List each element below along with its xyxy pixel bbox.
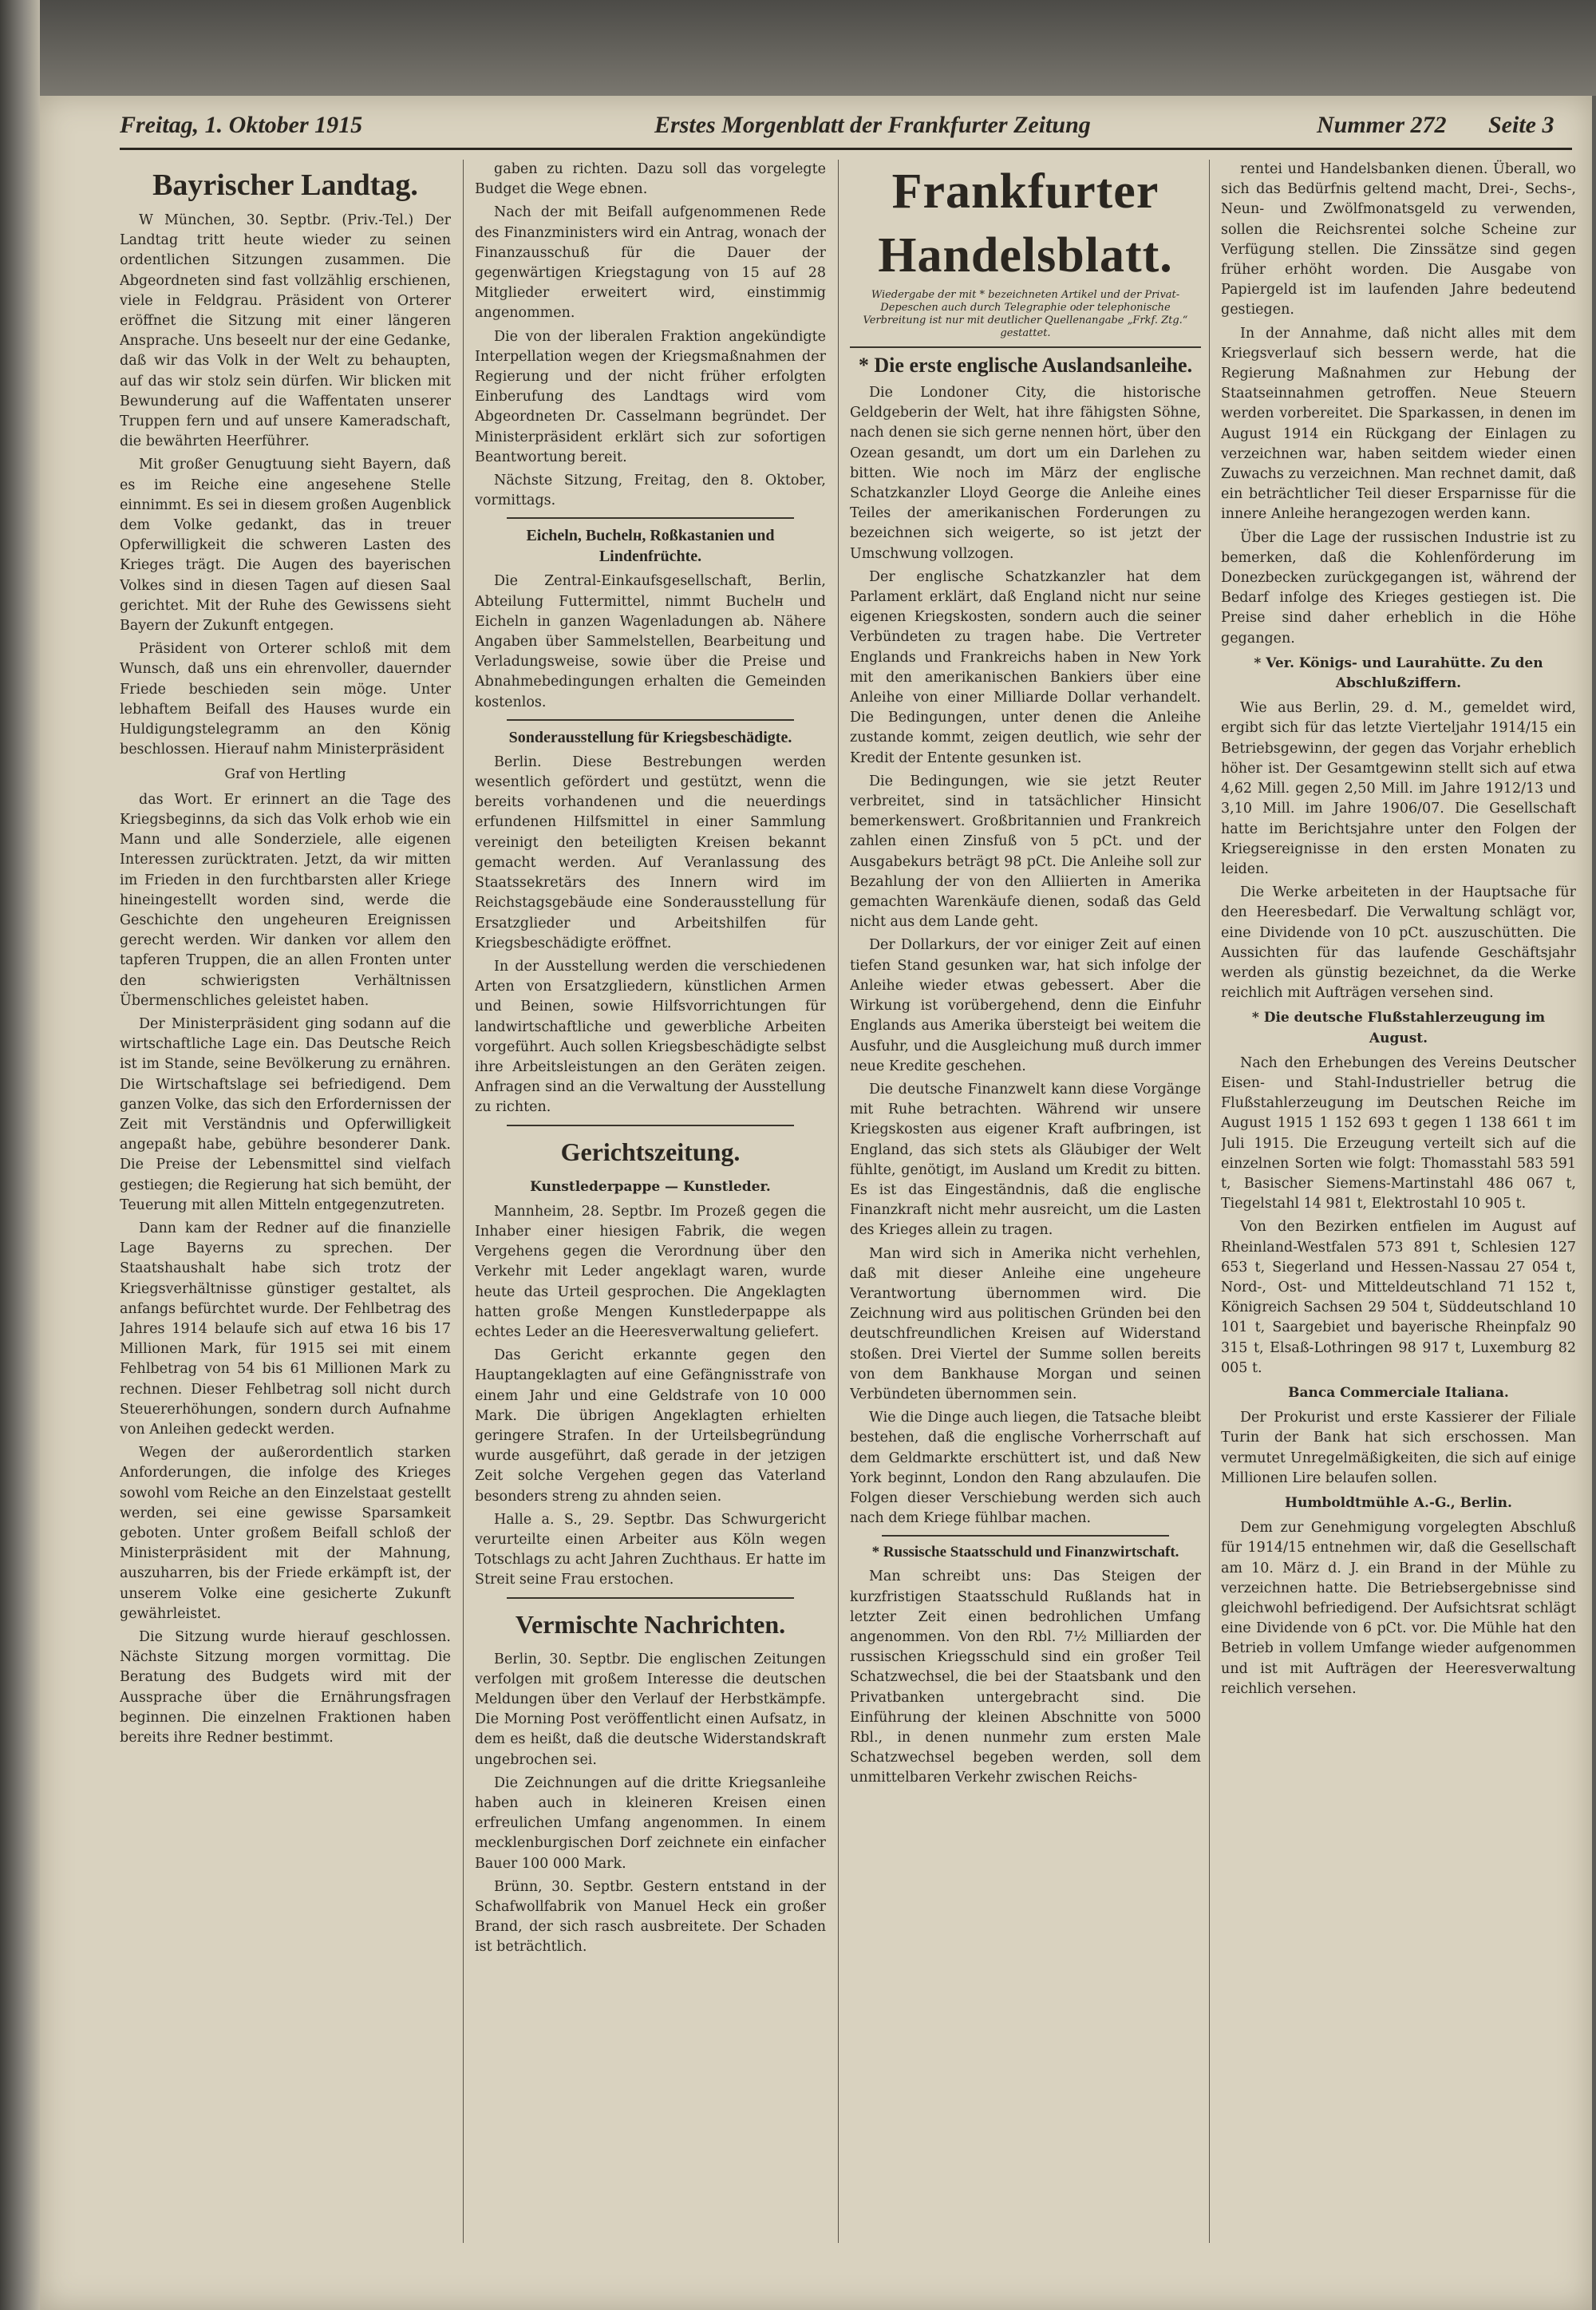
paragraph: Die von der liberalen Fraktion angekündigte Interpellation wegen der Kriegsmaßnahmen der Regierung und der nicht früher erfolgten Einberufung des Landtags wird vom Abgeordneten Dr. Casselmann begründet. Der Ministerpräsident erklärt sich zur sofortigen Beantwortung bereit. (475, 328, 826, 465)
subhead-humboldtmuehle: Humboldtmühle A.-G., Berlin. (1285, 1495, 1512, 1511)
subhead-russische-staatsschuld: * Russische Staatsschuld und Finanzwirtschaft. (871, 1544, 1179, 1561)
column-3 (850, 160, 1201, 2235)
paragraph: Nach den Erhebungen des Vereins Deutscher Eisen- und Stahl-Industrieller betrug die Flußstahlerzeugung im Deutschen Reiche im August 1915 1 152 693 t gegen 1 138 661 t im Juli 1915. Die Erzeugung verteilt sich auf die einzelnen Sorten wie folgt: Thomasstahl 583 591 t, Basischer Siemens-Martinstahl 486 067 t, Tiegelstahl 14 981 t, Elektrostahl 10 905 t. (1221, 1054, 1576, 1212)
column-rule (463, 160, 464, 2243)
paragraph: Der Dollarkurs, der vor einiger Zeit auf einen tiefen Stand gesunken war, hat sich infolge der Anleihe wieder etwas gebessert. Aber die Wirkung ist vorübergehend, denn die Einfuhr Englands aus Amerika übersteigt bei weitem die Ausfuhr, und die Ausgleichung muß durch immer neue Kredite geschehen. (850, 937, 1201, 1074)
paragraph: Die Werke arbeiteten in der Hauptsache für den Heeresbedarf. Die Verwaltung schlägt vor, eine Dividende von 10 pCt. auszuschütten. Die Aussichten für das laufende Geschäftsjahr werden als günstig bezeichnet, da die Werke reichlich mit Aufträgen versehen sind. (1221, 884, 1576, 1002)
paragraph: Berlin. Diese Bestrebungen werden wesentlich gefördert und gestützt, wenn die bereits vorhandenen und die neuerdings erfundenen Hilfsmittel in einer Sammlung vereinigt den beteiligten Kreisen bekannt gemacht werden. Auf Veranlassung des Staatssekretärs des Innern wird im Reichstagsgebäude eine Sonderausstellung für Ersatzglieder und Arbeitshilfen für Kriegsbeschädigte eröffnet. (475, 754, 826, 951)
paragraph: Die Bedingungen, wie sie jetzt Reuter verbreitet, sind in tatsächlicher Hinsicht bemerkenswert. Großbritannien und Frankreich zahlen einen Zinsfuß von 5 pCt. und der Ausgabekurs beträgt 98 pCt. Die Anleihe soll zur Bezahlung der von den Alliierten in Amerika gemachten Warenkäufe dienen, sodaß das Geld nicht aus dem Lande geht. (850, 773, 1201, 931)
handelsblatt-masthead: Frankfurter Handelsblatt. (878, 164, 1173, 283)
section-title-vermischte: Vermischte Nachrichten. (515, 1609, 786, 1639)
subhead-sonderausstellung: Sonderausstellung für Kriegsbeschädigte. (508, 728, 792, 746)
paragraph: In der Ausstellung werden die verschiedenen Arten von Ersatzgliedern, künstlichen Armen und Beinen, sowie Hilfsvorrichtungen für landwirtschaftliche und gewerbliche Arbeiten vorgeführt. Auch sollen Kriegsbeschädigte selbst ihre Arbeitsleistungen an den Geräten zeigen. Anfragen sind an die Verwaltung der Ausstellung zu richten. (475, 958, 826, 1116)
paragraph: Der englische Schatzkanzler hat dem Parlament erklärt, daß England nicht nur seine eigenen Kriegskosten, sondern auch die seiner Verbündeten zu tragen habe. Die Vertreter Englands und Frankreichs haben in New York mit den amerikanischen Bankiers über eine Anleihe von einer Milliarde Dollar verhandelt. Die Bedingungen, unter denen die Anleihe zustande kommt, zeigen deutlich, wie sehr der Kredit der Entente gesunken ist. (850, 568, 1201, 766)
paragraph: Der Ministerpräsident ging sodann auf die wirtschaftliche Lage ein. Das Deutsche Reich ist im Stande, seine Bevölkerung zu ernähren. Die Wirtschaftslage sei befriedigend. Dem ganzen Volke, das sich den Erfordernissen der Zeit mit Verständnis und Opferwilligkeit angepaßt habe, gebühre besonderer Dank. Die Preise der Lebensmittel sind vielfach gestiegen; die Regierung hat sich bemüht, der Teuerung mit allen Mitteln entgegenzutreten. (120, 1015, 451, 1213)
paragraph: Wie die Dinge auch liegen, die Tatsache bleibt bestehen, daß die englische Vorherrschaft auf dem Geldmarkte erschüttert ist, und daß New York beginnt, London den Rang abzulaufen. Die Folgen dieser Verschiebung werden sich auch nach dem Kriege fühlbar machen. (850, 1410, 1201, 1527)
paragraph: Die deutsche Finanzwelt kann diese Vorgänge mit Ruhe betrachten. Während wir unsere Kriegskosten aus eigener Kraft aufbringen, ist England, das sich stets als Gläubiger der Welt fühlte, genötigt, im Ausland um Kredit zu bitten. Es ist das Eingeständnis, daß die englische Finanzkraft nicht mehr ausreicht, um die Lasten des Krieges allein zu tragen. (850, 1081, 1201, 1239)
paragraph: Nächste Sitzung, Freitag, den 8. Oktober, vormittags. (475, 473, 826, 509)
paragraph: Man schreibt uns: Das Steigen der kurzfristigen Staatsschuld Rußlands hat in letzter Zeit einen bedrohlichen Umfang angenommen. Von den Rbl. 7½ Milliarden der russischen Kriegsschuld sind ein großer Teil Schatzwechsel, die bei der Staatsbank und den Privatbanken untergebracht sind. Die Einführung der kleinen Abschnitte von 5000 Rbl., in denen nunmehr zum ersten Male Schatzwechsel begeben werden, soll dem unmittelbaren Verkehr zwischen Reichs- (850, 1568, 1201, 1786)
header-edition: Erstes Morgenblatt der Frankfurter Zeitung (654, 112, 1091, 138)
header-date: Freitag, 1. Oktober 1915 (120, 112, 363, 138)
paragraph: In der Annahme, daß nicht alles mit dem Kriegsverlauf sich bessern werde, hat die Regierung Maßnahmen zur Hebung der Staatseinnahmen getroffen. Neue Steuern werden vorbereitet. Die Sparkassen, in denen im August 1914 ein Rückgang der Einlagen zu verzeichnen war, haben seitdem wieder einen Zuwachs zu verzeichnen. Man rechnet damit, daß ein beträchtlicher Teil dieser Ersparnisse für die innere Anleihe herangezogen werden kann. (1221, 325, 1576, 523)
paragraph: Über die Lage der russischen Industrie ist zu bemerken, daß die Kohlenförderung im Donezbecken zurückgegangen ist, während der Bedarf infolge des Krieges gestiegen ist. Die Preise sind daher erheblich in die Höhe gegangen. (1221, 529, 1576, 647)
header-rule (120, 148, 1572, 150)
paragraph: das Wort. Er erinnert an die Tage des Kriegsbeginns, da sich das Volk erhob wie ein Mann und alle Sonderziele, alle eigenen Interessen zurücktraten. Jetzt, da wir mitten im Frieden in den furchtbarsten aller Kriege hineingestellt worden sind, werde die Geschichte den ungeheuren Ereignissen gerecht werden. Wir danken vor allem den tapferen Truppen, die an allen Fronten unter den schwierigsten Verhältnissen Übermenschliches geleistet haben. (120, 791, 451, 1009)
divider (507, 1597, 794, 1599)
section-title-gerichtszeitung: Gerichtszeitung. (560, 1137, 741, 1166)
paragraph: Wie aus Berlin, 29. d. M., gemeldet wird, ergibt sich für das letzte Vierteljahr 1914/15 ein Betriebsgewinn, der gegen das Vorjahr erheblich höher ist. Der Gesamtgewinn stellt sich auf etwa 4,62 Mill. gegen 2,50 Mill. im Jahre 1912/13 und 3,10 Mill. im Jahre 1906/07. Die Gesellschaft hatte im Berichtsjahre unter den Folgen der Kriegsereignisse in den ersten Monaten zu leiden. (1221, 700, 1576, 877)
paragraph: Brünn, 30. Septbr. Gestern entstand in der Schafwollfabrik von Manuel Heck ein großer Brand, der sich rasch ausbreitete. Der Schaden ist beträchtlich. (475, 1878, 826, 1956)
paragraph: Mit großer Genugtuung sieht Bayern, daß es im Reiche eine angesehene Stelle einnimmt. Es sei in diesem großen Augenblick dem Volke gedankt, das in treuer Opferwilligkeit die schweren Lasten des Krieges trägt. Die Augen des bayerischen Volkes sind in diesen Tagen auf diesen Saal gerichtet. Mit der Ruhe des Gewissens sieht Bayern der Zukunft entgegen. (120, 457, 451, 635)
paragraph: Der Prokurist und erste Kassierer der Filiale Turin der Bank hat sich erschossen. Man vermutet Unregelmäßigkeiten, die sich auf einige Millionen Lire belaufen sollen. (1221, 1410, 1576, 1486)
column-rule (838, 160, 839, 2243)
divider (507, 1125, 794, 1126)
paragraph: Die Londoner City, die historische Geldgeberin der Welt, hat ihre fähigsten Söhne, nach denen sie sich gerne nennen hört, über den Ozean gesandt, um dort um ein Darlehen zu bitten. Wie noch im März der englische Schatzkanzler Lloyd George die Anleihe eines Teiles der amerikanischen Forderungen zu bezeichnen sich weigerte, so ist jetzt der Umschwung vollzogen. (850, 385, 1201, 562)
article-title-landtag: Bayrischer Landtag. (152, 168, 418, 202)
paragraph: W München, 30. Septbr. (Priv.-Tel.) Der Landtag tritt heute wieder zu seinen ordentlichen Sitzungen zusammen. Die Abgeordneten sind fast vollzählig erschienen, viele in Feldgrau. Präsident von Orterer eröffnet die Sitzung mit einer längeren Ansprache. Uns beseelt nur der eine Gedanke, daß wir das Volk in der Welt zu behaupten, auf das wir stolz sein dürfen. Wir blicken mit Bewunderung auf die Waffentaten unserer Truppen fern und auf unsere Kameradschaft, die bewährten Heerführer. (120, 212, 451, 450)
paragraph: rentei und Handelsbanken dienen. Überall, wo sich das Bedürfnis geltend macht, Drei-, Sechs-, Neun- und Zwölfmonatsgeld zu verwenden, sollen die Reichsrentei solche Scheine zur Verfügung stellen. Die Zinssätze sind gegen früher erhöht worden. Die Ausgabe von Papiergeld ist im laufenden Jahre bedeutend gestiegen. (1221, 161, 1576, 318)
paragraph: Dem zur Genehmigung vorgelegten Abschluß für 1914/15 entnehmen wir, daß die Gesellschaft am 10. März d. J. ein Brand in der Mühle zu verzeichnen hatte. Die Betriebsergebnisse sind gleichwohl befriedigend. Der Aufsichtsrat schlägt eine Dividende von 6 pCt. vor. Die Mühle hat den Betrieb in vollem Umfange wieder aufgenommen und ist mit Aufträgen der Heeresverwaltung reichlich versehen. (1221, 1520, 1576, 1697)
divider (850, 346, 1201, 348)
reprint-notice: Wiedergabe der mit * bezeichneten Artikel und der Privat-Depeschen auch durch Telegraphie oder telephonische Verbreitung ist nur mit deutlicher Quellenangabe „Frkf. Ztg.“ gestattet. (863, 289, 1188, 339)
divider (507, 719, 794, 721)
paragraph: Nach der mit Beifall aufgenommenen Rede des Finanzministers wird ein Antrag, wonach der Finanzausschuß für die Dauer der gegenwärtigen Kriegstagung von 15 auf 28 Mitglieder erweitert wird, einstimmig angenommen. (475, 204, 826, 322)
column-2 (475, 160, 826, 2235)
paragraph: Die Sitzung wurde hierauf geschlossen. Nächste Sitzung morgen vormittag. Die Beratung des Budgets wird mit der Aussprache über die Ernährungsfragen beginnen. Die einzelnen Fraktionen haben bereits ihre Redner bestimmt. (120, 1629, 451, 1746)
paragraph: Mannheim, 28. Septbr. Im Prozeß gegen die Inhaber einer hiesigen Fabrik, die wegen Vergehens gegen die Verordnung über den Verkehr mit Leder angeklagt waren, wurde heute das Urteil gesprochen. Die Angeklagten hatten große Mengen Kunstlederpappe als echtes Leder an die Heeresverwaltung geliefert. (475, 1203, 826, 1340)
paragraph: Präsident von Orterer schloß mit dem Wunsch, daß uns ein ehrenvoller, dauernder Friede beschieden sein möge. Unter lebhaftem Beifall des Hauses wurde ein Huldigungstelegramm an den König beschlossen. Hierauf nahm Ministerpräsident (120, 641, 451, 758)
column-1 (120, 160, 451, 2235)
scan-top-edge (40, 0, 1596, 96)
paragraph: Dann kam der Redner auf die finanzielle Lage Bayerns zu sprechen. Der Staatshaushalt habe sich trotz der Kriegsverhältnisse günstiger gestaltet, als anfangs befürchtet wurde. Der Fehlbetrag des Jahres 1914 belaufe sich auf etwa 16 bis 17 Millionen Mark, für 1915 sei mit einem Fehlbetrag von 54 bis 61 Millionen Mark zu rechnen. Dieser Fehlbetrag soll nicht durch Steuererhöhungen, sondern durch Aufnahme von Anleihen gedeckt werden. (120, 1220, 451, 1438)
paragraph: Wegen der außerordentlich starken Anforderungen, die infolge des Krieges sowohl vom Reiche an den Einzelstaat gestellt werden, sei eine gewisse Sparsamkeit geboten. Unter großem Beifall schloß der Ministerpräsident mit der Mahnung, auszuharren, bis der Friede erkämpft ist, der unserem Volke eine gesicherte Zukunft gewährleistet. (120, 1445, 451, 1622)
paragraph: Das Gericht erkannte gegen den Hauptangeklagten auf eine Gefängnisstrafe von einem Jahr und eine Geldstrafe von 10 000 Mark. Die übrigen Angeklagten erhielten geringere Strafen. In der Urteilsbegründung wurde ausgeführt, daß gerade in der jetzigen Zeit solche Vergehen gegen das Vaterland besonders streng zu ahnden seien. (475, 1347, 826, 1505)
paragraph: Berlin, 30. Septbr. Die englischen Zeitungen verfolgen mit großem Interesse die deutschen Meldungen über den Verlauf der Herbstkämpfe. Die Morning Post veröffentlicht einen Aufsatz, in dem es heißt, daß die deutsche Widerstandskraft ungebrochen sei. (475, 1651, 826, 1768)
column-4 (1221, 160, 1576, 2235)
subhead-hertling: Graf von Hertling (224, 766, 346, 783)
article-title-auslandsanleihe: * Die erste englische Auslandsanleihe. (858, 354, 1193, 377)
paragraph: Halle a. S., 29. Septbr. Das Schwurgericht verurteilte einen Arbeiter aus Köln wegen Totschlags zu acht Jahren Zuchthaus. Er hatte im Streit seine Frau erstochen. (475, 1511, 826, 1588)
subhead-laurahuette: * Ver. Königs- und Laurahütte. Zu den Abschlußziffern. (1254, 655, 1543, 692)
paragraph: Die Zentral-Einkaufsgesellschaft, Berlin, Abteilung Futtermittel, nimmt Buchelн und Eicheln in ganzen Wagenladungen ab. Nähere Angaben über Sammelstellen, Bearbeitung und Verladungsweise, sowie über die Preise und Abnahmebedingungen erhalten die Gemeinden kostenlos. (475, 573, 826, 710)
paragraph: Die Zeichnungen auf die dritte Kriegsanleihe haben auch in kleineren Kreisen einen erfreulichen Umfang angenommen. In einem mecklenburgischen Dorf zeichnete ein einfacher Bauer 100 000 Mark. (475, 1774, 826, 1872)
subhead-kunstleder: Kunstlederpappe — Kunstleder. (530, 1178, 771, 1195)
paragraph: Von den Bezirken entfielen im August auf Rheinland-Westfalen 573 891 t, Schlesien 127 653 t, Siegerland und Hessen-Nassau 27 054 t, Nord-, Ost- und Mitteldeutschland 71 152 t, Königreich Sachsen 29 504 t, Süddeutschland 10 101 t, Saargebiet und bayerische Rheinpfalz 90 315 t, Elsaß-Lothringen 98 917 t, Luxemburg 82 005 t. (1221, 1219, 1576, 1376)
paragraph: gaben zu richten. Dazu soll das vorgelegte Budget die Wege ebnen. (475, 161, 826, 198)
divider (507, 517, 794, 519)
column-rule (1209, 160, 1210, 2243)
subhead-flussstahl: * Die deutsche Flußstahlerzeugung im August. (1251, 1010, 1546, 1046)
paragraph: Man wird sich in Amerika nicht verhehlen, daß mit dieser Anleihe eine ungeheure Verantwortung übernommen wird. Die Zeichnung wird aus politischen Gründen bei den deutschfreundlichen Kreisen auf Widerstand stoßen. Drei Viertel der Summe sollen bereits von dem Bankhause Morgan und seinen Verbündeten übernommen sein. (850, 1245, 1201, 1402)
header-number: Nummer 272 (1317, 112, 1447, 138)
binding-spine (0, 0, 40, 2310)
header-page: Seite 3 (1488, 112, 1555, 138)
subhead-banca-commerciale: Banca Commerciale Italiana. (1288, 1384, 1509, 1401)
subhead-eicheln: Eicheln, Buchelн, Roßkastanien und Lindenfrüchte. (526, 527, 775, 566)
divider (882, 1535, 1169, 1537)
